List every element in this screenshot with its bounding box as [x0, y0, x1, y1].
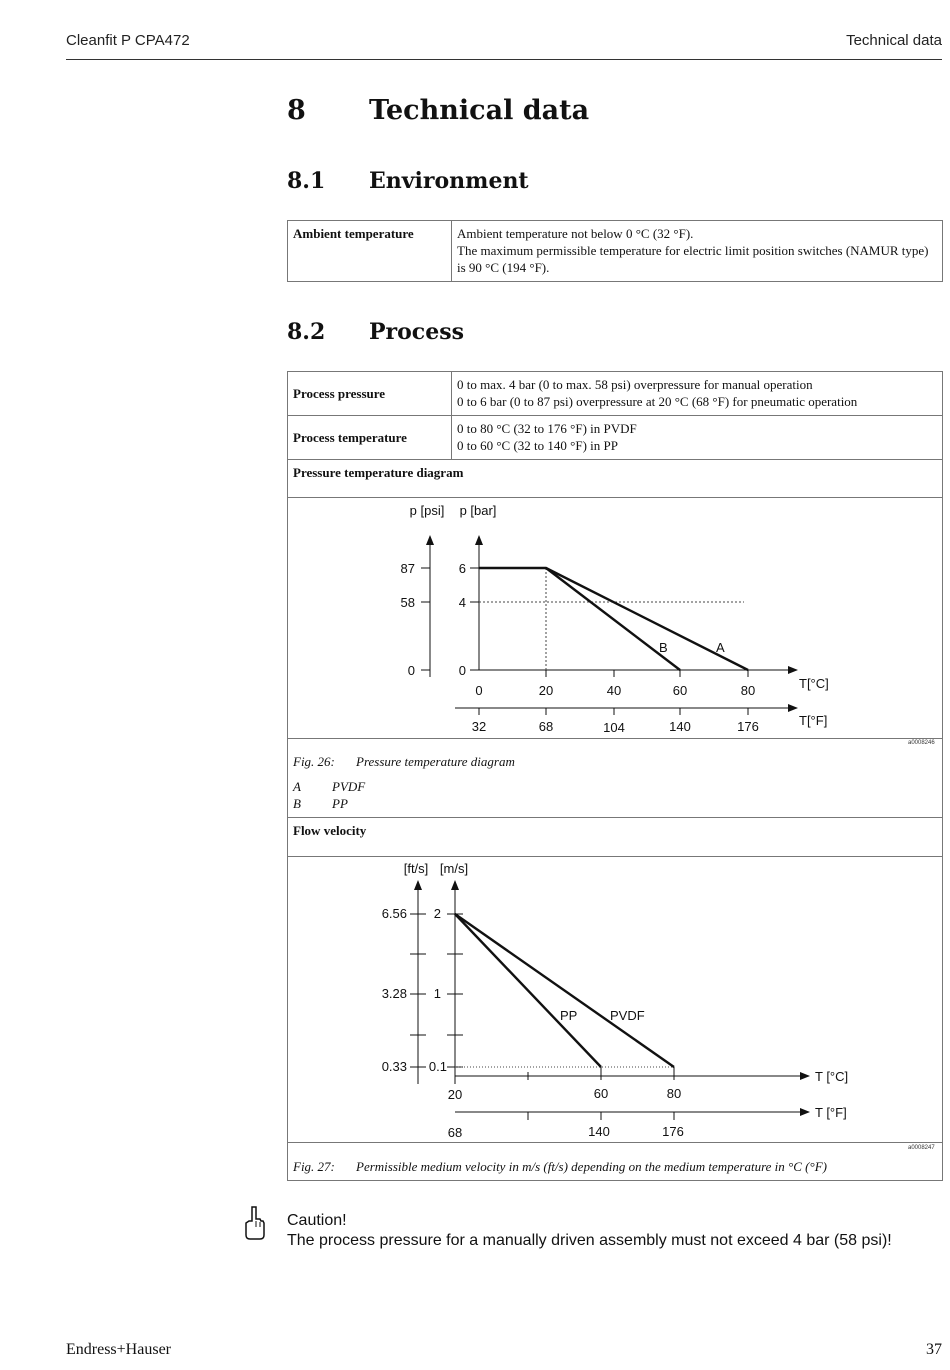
ms-axis-arrow — [451, 880, 459, 890]
flow-velocity-label: Flow velocity — [293, 823, 367, 838]
fahrenheit-tick-104: 104 — [603, 720, 625, 735]
ms-tick-1: 1 — [433, 986, 441, 1001]
fig27-code: a0008247 — [908, 1145, 935, 1151]
footer-brand: Endress+Hauser — [66, 1341, 171, 1358]
celsius-tick-40: 40 — [606, 683, 622, 698]
temperature-line-2: 0 to 60 °C (32 to 140 °F) in PP — [457, 438, 619, 453]
pressure-temperature-chart — [287, 497, 943, 739]
celsius-tick-20: 20 — [538, 683, 554, 698]
psi-tick-87: 87 — [400, 561, 415, 576]
process-pressure-label: Process pressure — [288, 372, 452, 416]
series-pvdf-line — [455, 914, 674, 1067]
subsection-number-process: 8.2 — [287, 319, 326, 345]
celsius-tick-60: 60 — [672, 683, 688, 698]
header-rule — [66, 59, 942, 60]
process-table — [287, 371, 943, 460]
process-temperature-value — [452, 416, 943, 460]
psi-tick-58: 58 — [400, 595, 415, 610]
env-line-2: The maximum permissible temperature for electric limit position switches (NAMUR type) — [457, 243, 929, 258]
bar-tick-6: 6 — [458, 561, 466, 576]
caution-text: The process pressure for a manually driven assembly must not exceed 4 bar (58 psi)! — [287, 1232, 892, 1249]
section-number: 8 — [287, 95, 306, 126]
fahrenheit-tick-32: 32 — [471, 719, 487, 734]
y2-axis-title-flow: [ft/s] — [403, 861, 429, 876]
bar-axis-arrow — [475, 535, 483, 545]
fig26-legend-a-value: PVDF — [332, 779, 366, 794]
y-axis-title: p [bar] — [459, 503, 497, 518]
fig26-legend-b-value: PP — [332, 796, 348, 811]
flow-fahrenheit-tick-140: 140 — [588, 1124, 610, 1139]
fig26-legend-b-key: B — [293, 796, 301, 811]
ft-tick-3-28: 3.28 — [381, 986, 407, 1001]
fahrenheit-axis-title: T[°F] — [799, 713, 828, 728]
pressure-temperature-diagram-label: Pressure temperature diagram — [293, 465, 464, 480]
fig26-caption: Pressure temperature diagram — [356, 754, 515, 769]
ft-tick-0-33: 0.33 — [381, 1059, 407, 1074]
fahrenheit-tick-176: 176 — [737, 719, 759, 734]
ms-tick-0-1: 0.1 — [428, 1059, 447, 1074]
ft-axis-arrow — [414, 880, 422, 890]
flow-fahrenheit-tick-marks — [528, 1112, 674, 1120]
temperature-line-1: 0 to 80 °C (32 to 176 °F) in PVDF — [457, 421, 637, 436]
series-pp-label: PP — [560, 1008, 578, 1023]
subsection-title-process: Process — [369, 319, 464, 345]
fig27-number: Fig. 27: — [293, 1159, 335, 1174]
subsection-number-env: 8.1 — [287, 168, 326, 194]
ms-tick-2: 2 — [433, 906, 441, 921]
flow-celsius-tick-20: 20 — [447, 1087, 463, 1102]
section-title: Technical data — [369, 95, 590, 126]
celsius-tick-0: 0 — [475, 683, 483, 698]
fahrenheit-tick-140: 140 — [669, 719, 691, 734]
y-axis-title-flow: [m/s] — [439, 861, 469, 876]
celsius-axis-title: T[°C] — [799, 676, 829, 691]
ambient-temperature-value — [452, 221, 943, 282]
pointing-hand-icon — [242, 1205, 266, 1241]
flow-fahrenheit-axis-title: T [°F] — [815, 1105, 847, 1120]
env-line-1: Ambient temperature not below 0 °C (32 °F). — [457, 226, 694, 241]
psi-axis-arrow — [426, 535, 434, 545]
series-pvdf-label: PVDF — [610, 1008, 645, 1023]
bar-tick-0: 0 — [458, 663, 466, 678]
flow-celsius-tick-60: 60 — [593, 1086, 609, 1101]
header-title: Cleanfit P CPA472 — [66, 32, 190, 49]
pressure-line-2: 0 to 6 bar (0 to 87 psi) overpressure at 20 °C (68 °F) for pneumatic operation — [457, 394, 858, 409]
flow-velocity-chart — [287, 856, 943, 1143]
fig26-code: a0008246 — [908, 740, 935, 746]
flow-fahrenheit-tick-176: 176 — [662, 1124, 684, 1139]
flow-celsius-axis-title: T [°C] — [815, 1069, 849, 1084]
flow-divider — [287, 817, 943, 818]
caution-title: Caution! — [287, 1212, 347, 1229]
env-line-3: is 90 °C (194 °F). — [457, 260, 550, 275]
bar-tick-4: 4 — [458, 595, 466, 610]
psi-tick-0: 0 — [407, 663, 415, 678]
subsection-title-env: Environment — [369, 168, 529, 194]
process-temperature-label: Process temperature — [288, 416, 452, 460]
flow-celsius-tick-80: 80 — [666, 1086, 682, 1101]
ft-tick-6-56: 6.56 — [381, 906, 407, 921]
fig27-caption: Permissible medium velocity in m/s (ft/s) depending on the medium temperature in °C (°F) — [356, 1159, 827, 1174]
y2-axis-title: p [psi] — [409, 503, 445, 518]
fahrenheit-tick-68: 68 — [538, 719, 554, 734]
pressure-line-1: 0 to max. 4 bar (0 to max. 58 psi) overpressure for manual operation — [457, 377, 813, 392]
series-a-label: A — [716, 640, 725, 655]
header-section: Technical data — [846, 32, 942, 49]
fig26-legend-a-key: A — [293, 779, 301, 794]
fahrenheit-tick-marks — [479, 708, 748, 715]
environment-table — [287, 220, 943, 282]
celsius-tick-80: 80 — [740, 683, 756, 698]
celsius-tick-marks — [546, 670, 748, 677]
process-pressure-value — [452, 372, 943, 416]
ambient-temperature-label: Ambient temperature — [288, 221, 452, 282]
fig26-number: Fig. 26: — [293, 754, 335, 769]
series-pp-line — [455, 914, 601, 1067]
flow-fahrenheit-tick-68: 68 — [447, 1125, 463, 1140]
page-number: 37 — [926, 1341, 942, 1358]
series-b-label: B — [659, 640, 668, 655]
